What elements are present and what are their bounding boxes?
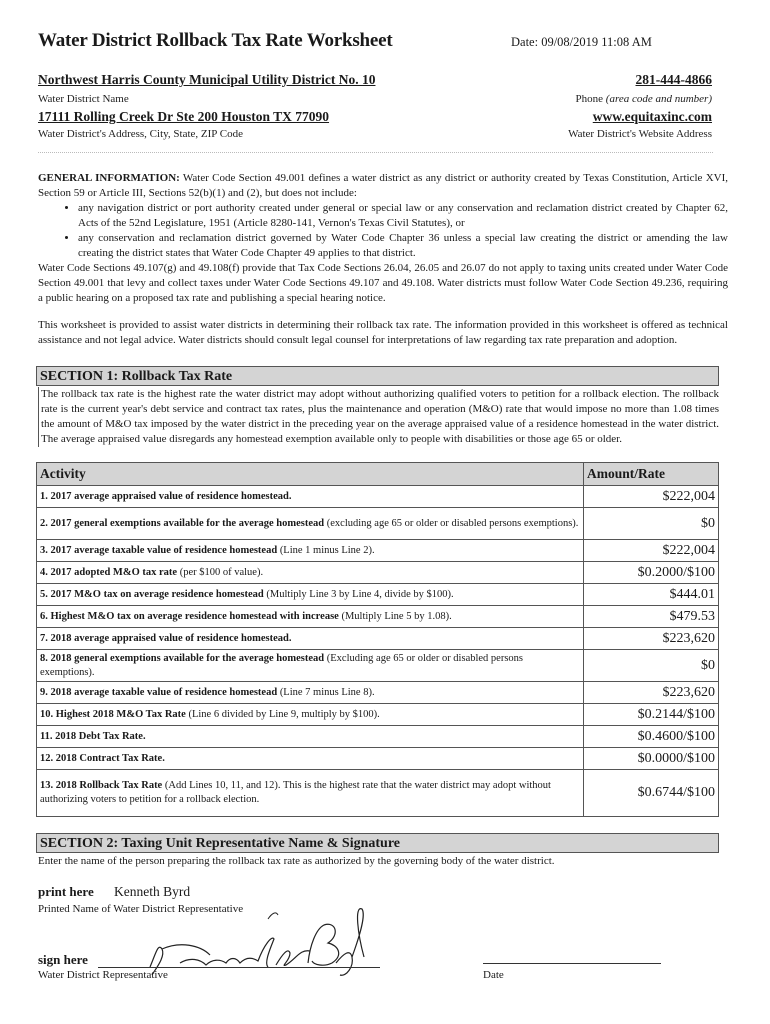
amount-cell[interactable]: $444.01	[584, 584, 719, 606]
header-divider	[38, 152, 713, 153]
section2-description: Enter the name of the person preparing the rollback tax rate as authorized by the governing body of the water district.	[38, 855, 555, 867]
table-row	[37, 584, 719, 606]
activity-title: 12. 2018 Contract Tax Rate.	[40, 752, 165, 764]
amount-cell[interactable]: $222,004	[584, 486, 719, 508]
activity-note: (Multiply Line 5 by 1.08).	[338, 610, 452, 622]
general-closing: Water Code Sections 49.107(g) and 49.108(f) provide that Tax Code Sections 26.04, 26.05 and 26.07 do not apply to taxing units created under Water Code Section 49.001 that levy and collect taxes under Water Code Sections 49.107 and 49.108. Water districts must follow Water Code Section 49.236, requiring a public hearing on a proposed tax rate and publishing a special hearing notice.	[38, 262, 728, 304]
activity-title: 3. 2017 average taxable value of residence homestead	[40, 544, 278, 556]
district-phone: 281-444-4866	[635, 72, 712, 87]
activity-cell	[37, 540, 584, 562]
website-label: Water District's Website Address	[568, 128, 712, 140]
activity-title: 2. 2017 general exemptions available for the average homestead	[40, 517, 325, 529]
signature-image	[140, 905, 380, 985]
district-website: www.equitaxinc.com	[592, 109, 712, 124]
amount-cell[interactable]: $0	[584, 508, 719, 540]
date-label: Date	[483, 969, 504, 981]
section1-description: The rollback tax rate is the highest rate the water district may adopt without authorizing qualified voters to petition for a rollback election. The rollback rate is the current year's debt service and contract tax rates, plus the maintenance and operation (M&O) rate that would impose no more than 1.08 times the amount of M&O tax imposed by the water district in the preceding year on the average appraised value of a residence homestead in the water district. The average appraised value disregards any homestead exemption available only to people with disabilities or those age 65 or older.	[38, 387, 719, 447]
amount-cell[interactable]: $0.6744/$100	[584, 770, 719, 817]
activity-title: 6. Highest M&O tax on average residence homestead with increase	[40, 610, 339, 622]
activity-note: (Line 7 minus Line 8).	[277, 686, 375, 698]
worksheet-rows	[37, 486, 719, 817]
activity-cell	[37, 562, 584, 584]
amount-cell[interactable]: $223,620	[584, 628, 719, 650]
worksheet-title: Water District Rollback Tax Rate Worksheet	[38, 30, 393, 51]
activity-note: (Add Lines 10, 11, and 12). This is the highest rate that the water district may adopt without authorizing voters to petition for a rollback election.	[40, 780, 551, 805]
activity-cell	[37, 770, 584, 817]
table-row	[37, 508, 719, 540]
table-row	[37, 748, 719, 770]
assistance-disclaimer: This worksheet is provided to assist water districts in determining their rollback tax rate. The information provided in this worksheet is offered as technical assistance and not legal advice. Water districts should consult legal counsel for interpretations of law regarding tax rate preparation and adoption.	[38, 319, 728, 346]
activity-note: (Line 6 divided by Line 9, multiply by $100).	[185, 708, 380, 720]
general-information	[38, 171, 728, 306]
activity-title: 4. 2017 adopted M&O tax rate	[40, 566, 178, 578]
water-district-name: Northwest Harris County Municipal Utility District No. 10	[38, 72, 376, 87]
activity-cell	[37, 704, 584, 726]
table-row	[37, 726, 719, 748]
table-header-row	[37, 463, 719, 486]
print-here-label: print here	[38, 884, 94, 899]
amount-cell[interactable]: $0	[584, 650, 719, 682]
representative-printed-name[interactable]: Kenneth Byrd	[114, 884, 191, 899]
table-row	[37, 770, 719, 817]
table-row	[37, 704, 719, 726]
signature-line[interactable]	[98, 967, 380, 968]
table-row	[37, 650, 719, 682]
exclusion-list	[38, 201, 728, 261]
amount-cell[interactable]: $479.53	[584, 606, 719, 628]
activity-cell	[37, 682, 584, 704]
activity-note: (Excluding age 65 or older or disabled persons exemptions).	[40, 652, 524, 678]
amount-cell[interactable]: $0.2000/$100	[584, 562, 719, 584]
phone-label-hint: (area code and number)	[605, 93, 712, 105]
district-address: 17111 Rolling Creek Dr Ste 200 Houston TX 77090	[38, 109, 330, 124]
general-lead: GENERAL INFORMATION:	[38, 172, 180, 184]
rollback-worksheet-table	[36, 462, 719, 817]
amount-cell[interactable]: $0.4600/$100	[584, 726, 719, 748]
activity-cell	[37, 650, 584, 682]
sign-here-label: sign here	[38, 952, 88, 967]
activity-note: (excluding age 65 or older or disabled persons exemptions).	[324, 517, 579, 529]
activity-title: 5. 2017 M&O tax on average residence homestead	[40, 588, 264, 600]
activity-header: Activity	[37, 463, 584, 486]
activity-title: 1. 2017 average appraised value of residence homestead.	[40, 490, 292, 502]
section1-title: SECTION 1: Rollback Tax Rate	[36, 366, 719, 386]
exclusion-item: • any navigation district or port authority created under general or special law or any conservation and reclamation district created by Chapter 62, Acts of the 52nd Legislature, 1951 (Article 8280-141, Vernon's Texas Civil Statutes), or	[78, 201, 728, 231]
activity-title: 8. 2018 general exemptions available for the average homestead	[40, 652, 325, 664]
activity-note: (Multiply Line 3 by Line 4, divide by $100).	[263, 588, 454, 600]
table-row	[37, 606, 719, 628]
amount-cell[interactable]: $222,004	[584, 540, 719, 562]
activity-cell	[37, 508, 584, 540]
activity-cell	[37, 628, 584, 650]
amount-header: Amount/Rate	[584, 463, 719, 486]
activity-title: 9. 2018 average taxable value of residence homestead	[40, 686, 278, 698]
phone-label-main: Phone	[575, 93, 606, 105]
table-row	[37, 486, 719, 508]
printed-name-label: Printed Name of Water District Representative	[38, 903, 244, 915]
activity-cell	[37, 486, 584, 508]
section2-title: SECTION 2: Taxing Unit Representative Name & Signature	[36, 833, 719, 853]
general-intro	[38, 171, 728, 201]
table-row	[37, 682, 719, 704]
activity-title: 13. 2018 Rollback Tax Rate	[40, 780, 163, 791]
activity-note: (per $100 of value).	[177, 566, 264, 578]
activity-cell	[37, 584, 584, 606]
activity-note: (Line 1 minus Line 2).	[277, 544, 375, 556]
table-row	[37, 540, 719, 562]
activity-title: 11. 2018 Debt Tax Rate.	[40, 730, 146, 742]
table-row	[37, 628, 719, 650]
amount-cell[interactable]: $0.2144/$100	[584, 704, 719, 726]
activity-cell	[37, 748, 584, 770]
amount-cell[interactable]: $0.0000/$100	[584, 748, 719, 770]
representative-label: Water District Representative	[38, 969, 168, 981]
activity-cell	[37, 606, 584, 628]
activity-title: 7. 2018 average appraised value of residence homestead.	[40, 632, 292, 644]
date-line[interactable]	[483, 963, 661, 964]
activity-title: 10. Highest 2018 M&O Tax Rate	[40, 708, 186, 720]
general-intro-text: Water Code Section 49.001 defines a water district as any district or authority created by Texas Constitution, Article XVI, Section 59 or Article III, Sections 52(b)(1) and (2), but does not include:	[38, 172, 728, 199]
amount-cell[interactable]: $223,620	[584, 682, 719, 704]
table-row	[37, 562, 719, 584]
address-label: Water District's Address, City, State, ZIP Code	[38, 128, 243, 140]
exclusion-item: • any conservation and reclamation district governed by Water Code Chapter 36 unless a special law creating the district or amending the law creating the district states that Water Code Chapter 49 applies to that district.	[78, 231, 728, 261]
phone-label	[576, 93, 712, 105]
district-name-label: Water District Name	[38, 93, 129, 105]
document-date: Date: 09/08/2019 11:08 AM	[511, 35, 652, 49]
activity-cell	[37, 726, 584, 748]
